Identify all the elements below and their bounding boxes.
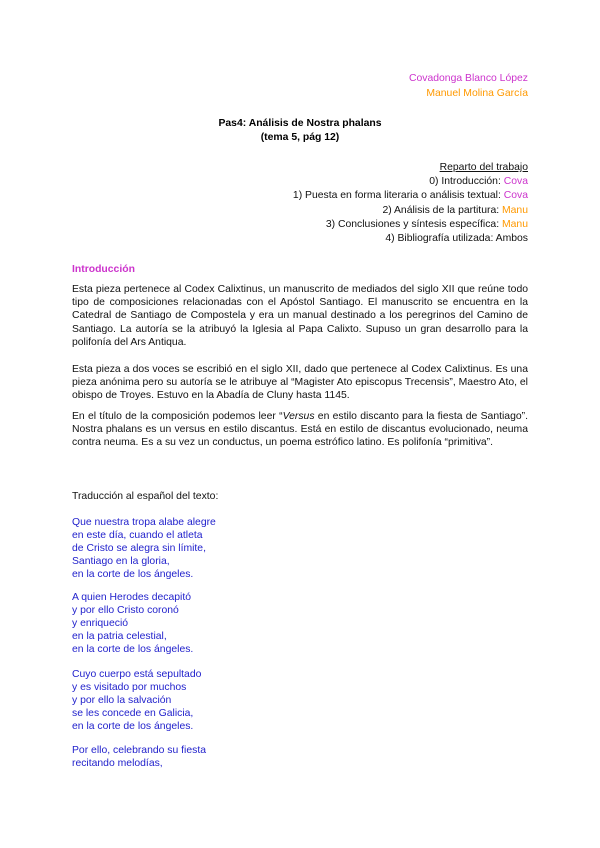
task-assignee: Ambos [495, 232, 528, 244]
work-distribution-heading: Reparto del trabajo [439, 162, 528, 173]
poem-line: y enriqueció [72, 617, 129, 629]
poem-line: en la corte de los ángeles. [72, 643, 194, 655]
task-assignee: Cova [503, 190, 528, 202]
poem-line: se les concede en Galicia, [72, 707, 194, 719]
task-assignee: Manu [502, 204, 528, 216]
poem-line: Santiago en la gloria, [72, 555, 170, 567]
poem-line: Por ello, celebrando su fiesta [72, 745, 207, 756]
paragraph [72, 363, 528, 403]
authors-block [409, 72, 528, 102]
author-name: Manuel Molina García [426, 88, 528, 99]
poem-line: A quien Herodes decapitó [72, 592, 191, 603]
author-name: Covadonga Blanco López [408, 73, 528, 84]
poem-stanza [72, 668, 201, 732]
work-distribution-item [293, 189, 528, 203]
poem-line: y es visitado por muchos [72, 681, 187, 693]
work-distribution-item [293, 218, 528, 232]
poem-line: de Cristo se alegra sin límite, [72, 542, 206, 554]
poem-line: en este día, cuando el atleta [72, 529, 203, 541]
work-distribution [293, 161, 528, 246]
poem-stanza [72, 591, 193, 655]
work-distribution-item [293, 232, 528, 246]
work-distribution-item [293, 204, 528, 218]
task-label: 2) Análisis de la partitura: [382, 204, 502, 216]
paragraph-text: Esta pieza a dos voces se escribió en el siglo XII, dado que pertenece al Codex Calixtinus. Es una pieza anónima pero su autoría se le atribuye al “Magister Ato episcopus Trecensis”, Maestro Ato, el obispo de Troyes. Estuvo en la Abadía de Cluny hasta 1145. [72, 364, 528, 402]
poem-stanza [72, 516, 216, 580]
paragraph [72, 410, 528, 450]
paragraph [72, 283, 528, 349]
poem-line: y por ello la salvación [72, 694, 172, 706]
paragraph-text: Esta pieza pertenece al Codex Calixtinus, un manuscrito de mediados del siglo XII que reúne todo tipo de composiciones relacionadas con el Apóstol Santiago. El manuscrito se encuentra en la Catedral de Santiago de Compostela y era un manual destinado a los peregrinos del Camino de Santiago. La autoría se la atribuyó la Iglesia al Papa Calixto. Supuso un gran desarrollo para la polifonía del Ars Antiqua. [72, 284, 528, 348]
task-label: 4) Bibliografía utilizada: [385, 232, 496, 244]
italic-term: Versus [282, 411, 315, 422]
poem-line: en la patria celestial, [72, 630, 167, 642]
translation-label: Traducción al español del texto: [72, 491, 219, 502]
document-title [0, 117, 600, 145]
task-label: 3) Conclusiones y síntesis específica: [325, 218, 502, 230]
poem-stanza [72, 744, 206, 770]
poem-line: y por ello Cristo coronó [72, 604, 179, 616]
poem-line: Cuyo cuerpo está sepultado [72, 669, 202, 680]
poem-line: Que nuestra tropa alabe alegre [72, 517, 216, 528]
task-assignee: Manu [502, 218, 528, 230]
work-distribution-item [293, 175, 528, 189]
task-label: 0) Introducción: [429, 176, 504, 188]
task-label: 1) Puesta en forma literaria o análisis textual: [292, 190, 504, 202]
title-line: Pas4: Análisis de Nostra phalans [218, 118, 382, 129]
task-assignee: Cova [503, 176, 528, 188]
paragraph-text-part: En el título de la composición podemos leer “ [72, 411, 283, 422]
paragraph-text [72, 410, 528, 450]
title-subline: (tema 5, pág 12) [260, 132, 340, 143]
section-heading-introduccion: Introducción [72, 264, 135, 275]
poem-line: recitando melodías, [72, 757, 163, 769]
poem-line: en la corte de los ángeles. [72, 720, 194, 732]
poem-line: en la corte de los ángeles. [72, 568, 194, 580]
paragraph-text-part: en estilo discanto para la fiesta de Santiago”. Nostra phalans es un versus en estilo discantus. Está en estilo de discantus evolucionado, neuma contra neuma. Es a su vez un conductus, un poema estrófico latino. Es polifonía “primitiva”. [72, 411, 528, 449]
